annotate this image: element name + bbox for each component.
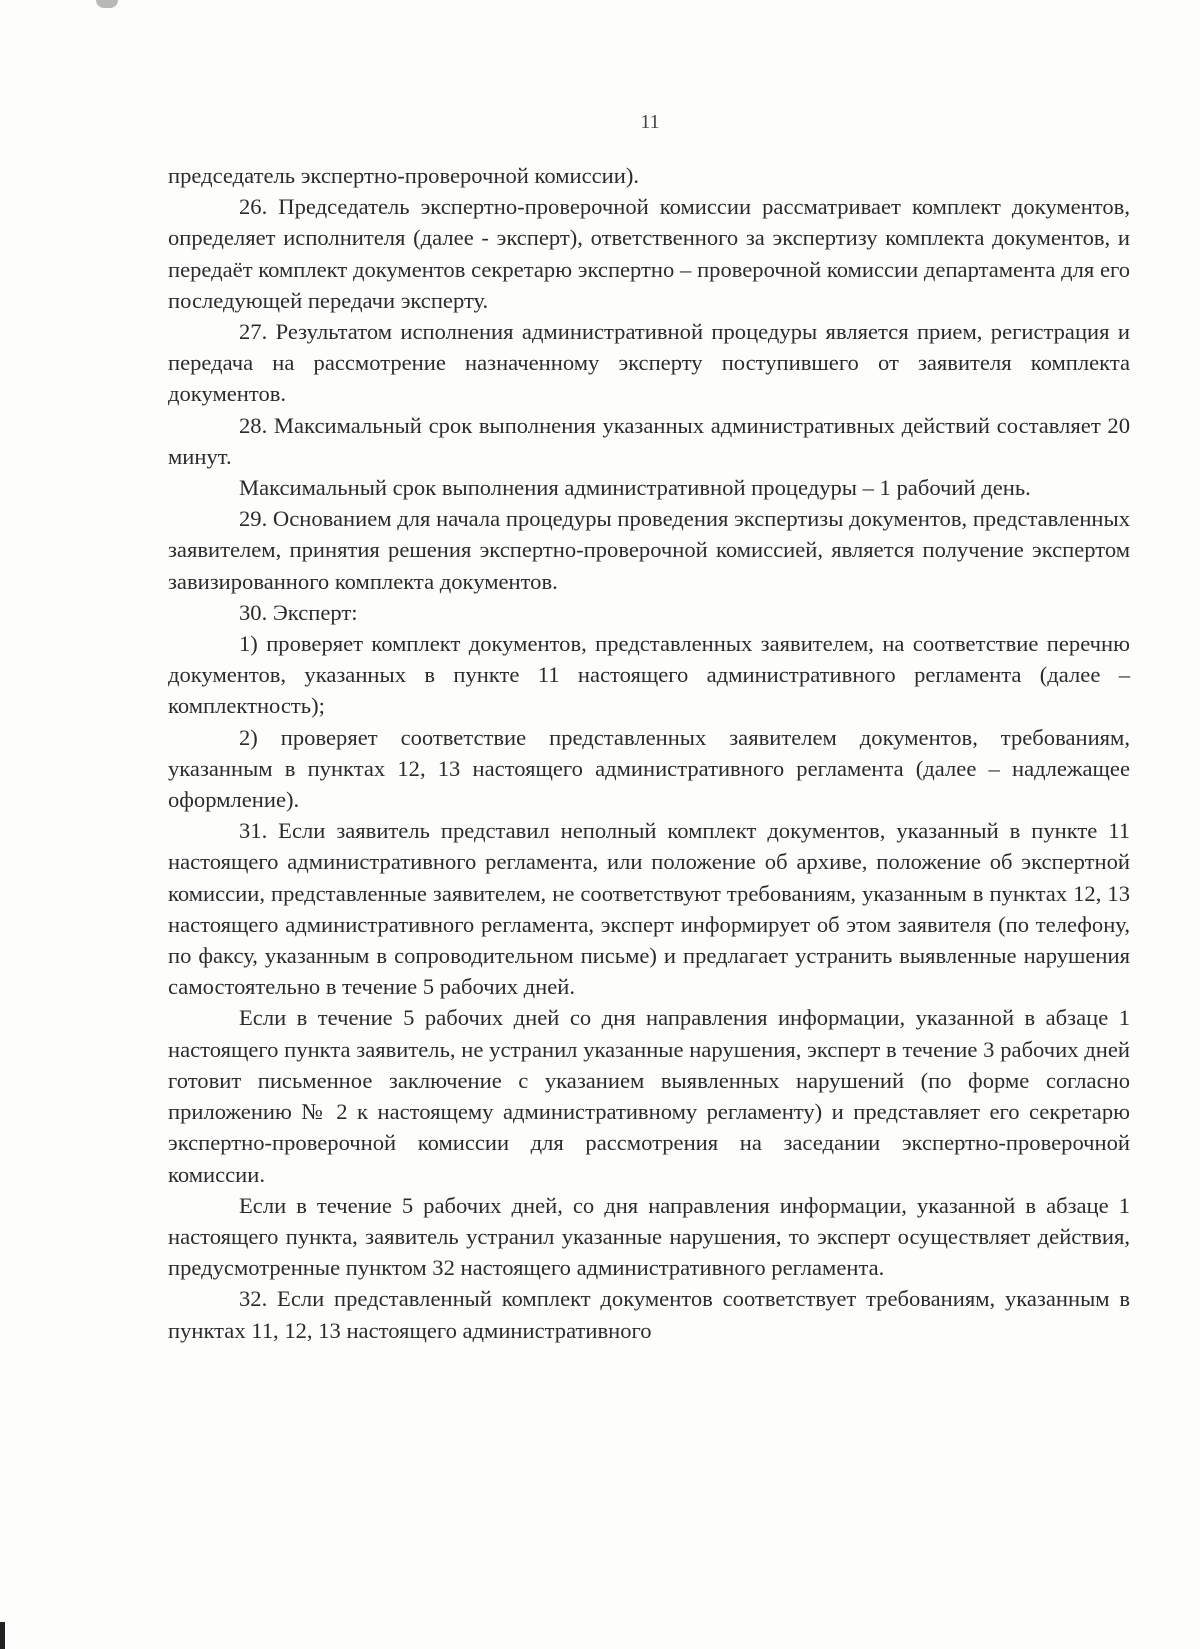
paragraph-31-second: Если в течение 5 рабочих дней со дня направления информации, указанной в абзаце 1 настоящего пункта заявитель, не устранил указанные нарушения, эксперт в течение 3 рабочих дней готовит письменное заключение с указанием выявленных нарушений (по форме согласно приложению № 2 к настоящему административному регламенту) и представляет его секретарю экспертно-проверочной комиссии для рассмотрения на заседании экспертно-проверочной комиссии. xyxy=(168,1005,1130,1187)
paragraph-31-third: Если в течение 5 рабочих дней, со дня направления информации, указанной в абзаце 1 настоящего пункта, заявитель устранил указанные нарушения, то эксперт осуществляет действия, предусмотренные пунктом 32 настоящего административного регламента. xyxy=(168,1192,1130,1281)
paragraph-31: 31. Если заявитель представил неполный комплект документов, указанный в пункте 11 настоящего административного регламента, или положение об архиве, положение об экспертной комиссии, представленные заявителем, не соответствуют требованиям, указанным в пунктах 12, 13 настоящего административного регламента, эксперт информирует об этом заявителя (по телефону, по факсу, указанным в сопроводительном письме) и предлагает устранить выявленные нарушения самостоятельно в течение 5 рабочих дней. xyxy=(168,818,1130,1000)
paragraph-27: 27. Результатом исполнения административной процедуры является прием, регистрация и передача на рассмотрение назначенному эксперту поступившего от заявителя комплекта документов. xyxy=(168,319,1130,407)
paragraph-30: 30. Эксперт: xyxy=(239,599,358,625)
paragraph-30-item-1: 1) проверяет комплект документов, представленных заявителем, на соответствие перечню документов, указанных в пункте 11 настоящего административного регламента (далее – комплектность); xyxy=(168,631,1130,719)
paragraph-26: 26. Председатель экспертно-проверочной комиссии рассматривает комплект документов, определяет исполнителя (далее - эксперт), ответственного за экспертизу комплекта документов, и передаёт комплект документов секретарю экспертно – проверочной комиссии департамента для его последующей передачи эксперту. xyxy=(168,194,1130,313)
scan-artifact xyxy=(0,1622,5,1649)
paragraph-32: 32. Если представленный комплект документов соответствует требованиям, указанным в пунктах 11, 12, 13 настоящего административного xyxy=(168,1286,1130,1343)
page-number: 11 xyxy=(640,111,660,133)
paragraph-28: 28. Максимальный срок выполнения указанных административных действий составляет 20 минут. xyxy=(168,412,1130,469)
document-body xyxy=(168,160,1130,1346)
paragraph: председатель экспертно-проверочной комиссии). xyxy=(168,163,640,188)
paragraph-30-item-2: 2) проверяет соответствие представленных заявителем документов, требованиям, указанным в пунктах 12, 13 настоящего административного регламента (далее – надлежащее оформление). xyxy=(168,724,1130,813)
scan-artifact xyxy=(96,0,118,8)
paragraph-29: 29. Основанием для начала процедуры проведения экспертизы документов, представленных заявителем, принятия решения экспертно-проверочной комиссией, является получение экспертом завизированного комплекта документов. xyxy=(168,506,1130,594)
paragraph-28-continued: Максимальный срок выполнения административной процедуры – 1 рабочий день. xyxy=(239,475,1031,501)
